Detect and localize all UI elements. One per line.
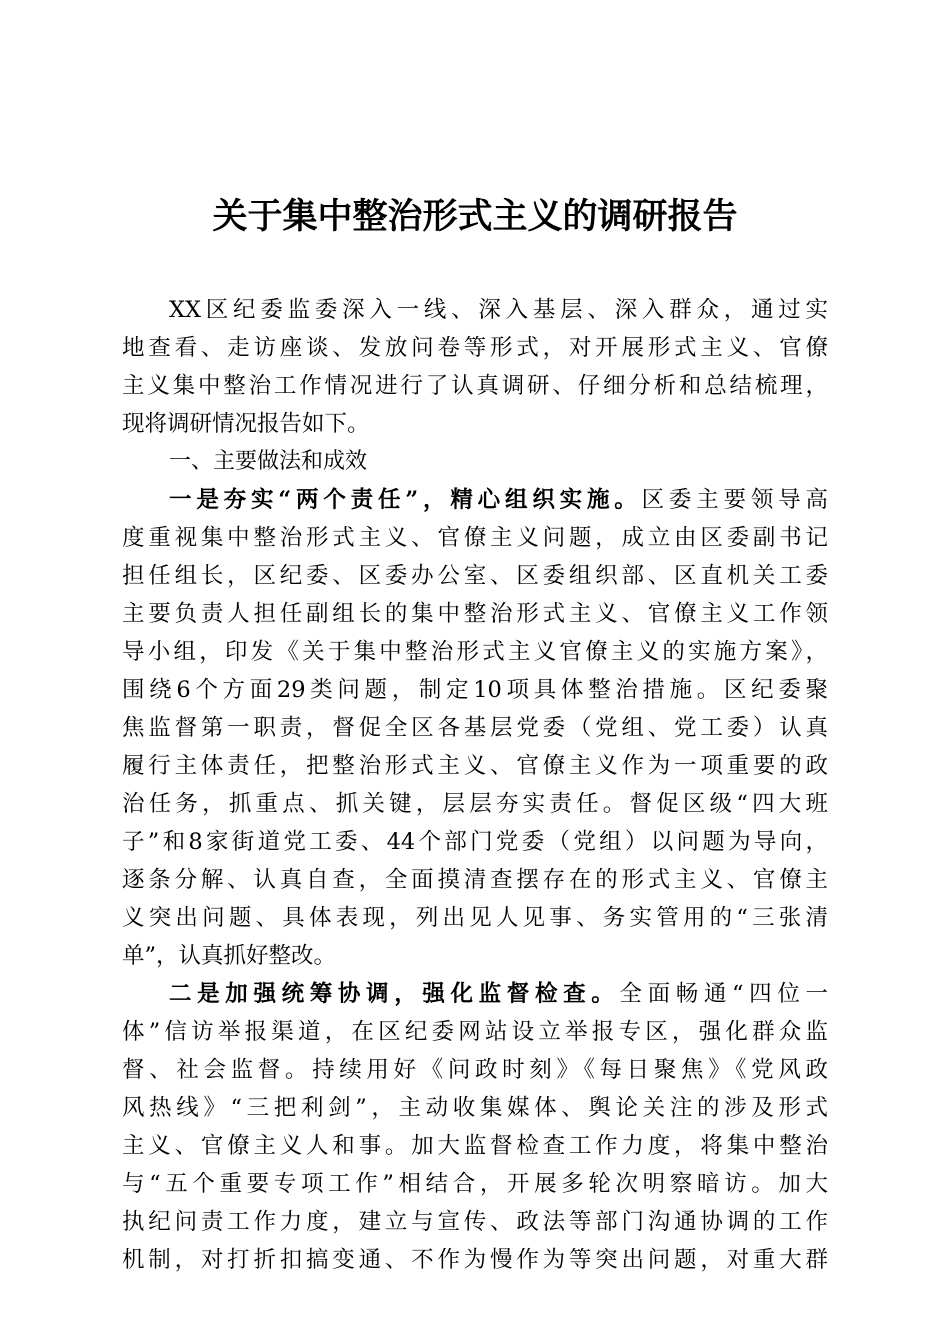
paragraph2-lead: 二是加强统筹协调，强化监督检查。 bbox=[169, 981, 620, 1007]
paragraph2-line: 机制，对打折扣搞变通、不作为慢作为等突出问题，对重大群 bbox=[122, 1247, 828, 1273]
paragraph1-line: 逐条分解、认真自查，全面摸清查摆存在的形式主义、官僚主 bbox=[122, 867, 828, 893]
intro-line-2: 地查看、走访座谈、发放问卷等形式，对开展形式主义、官僚 bbox=[122, 335, 828, 361]
paragraph2-first-rest: 全面畅通“四位一 bbox=[619, 981, 828, 1007]
document-body bbox=[122, 291, 828, 1279]
paragraph1-line: 单”，认真抓好整改。 bbox=[122, 943, 337, 969]
paragraph1-first-rest: 区委主要领导高 bbox=[641, 487, 828, 513]
paragraph1-line: 导小组，印发《关于集中整治形式主义官僚主义的实施方案》， bbox=[122, 639, 828, 665]
paragraph1-lead: 一是夯实“两个责任”，精心组织实施。 bbox=[169, 487, 642, 513]
paragraph1-line: 围绕6个方面29类问题，制定10项具体整治措施。区纪委聚 bbox=[122, 677, 828, 703]
paragraph1-line: 主要负责人担任副组长的集中整治形式主义、官僚主义工作领 bbox=[122, 601, 828, 627]
paragraph2-line: 督、社会监督。持续用好《问政时刻》《每日聚焦》《党风政 bbox=[122, 1057, 828, 1083]
paragraph2-line: 主义、官僚主义人和事。加大监督检查工作力度，将集中整治 bbox=[122, 1133, 828, 1159]
intro-line-4: 现将调研情况报告如下。 bbox=[122, 411, 370, 437]
paragraph1-line: 担任组长，区纪委、区委办公室、区委组织部、区直机关工委 bbox=[122, 563, 828, 589]
paragraph1-line: 治任务，抓重点、抓关键，层层夯实责任。督促区级“四大班 bbox=[122, 791, 828, 817]
section-heading: 一、主要做法和成效 bbox=[169, 449, 368, 474]
paragraph1-line: 履行主体责任，把整治形式主义、官僚主义作为一项重要的政 bbox=[122, 753, 828, 779]
paragraph1-line: 义突出问题、具体表现，列出见人见事、务实管用的“三张清 bbox=[122, 905, 828, 931]
paragraph2-first-line bbox=[122, 975, 828, 1013]
paragraph1-line: 焦监督第一职责，督促全区各基层党委（党组、党工委）认真 bbox=[122, 715, 828, 741]
paragraph1-first-line bbox=[122, 481, 828, 519]
paragraph1-line: 度重视集中整治形式主义、官僚主义问题，成立由区委副书记 bbox=[122, 525, 828, 551]
paragraph2-line: 与“五个重要专项工作”相结合，开展多轮次明察暗访。加大 bbox=[122, 1171, 828, 1197]
document-title: 关于集中整治形式主义的调研报告 bbox=[212, 196, 738, 237]
paragraph2-line: 风热线》“三把利剑”，主动收集媒体、舆论关注的涉及形式 bbox=[122, 1095, 828, 1121]
paragraph2-line: 执纪问责工作力度，建立与宣传、政法等部门沟通协调的工作 bbox=[122, 1209, 828, 1235]
paragraph2-line: 体”信访举报渠道，在区纪委网站设立举报专区，强化群众监 bbox=[122, 1019, 828, 1045]
paragraph1-line: 子”和8家街道党工委、44个部门党委（党组）以问题为导向， bbox=[122, 829, 828, 855]
intro-line-1: XX区纪委监委深入一线、深入基层、深入群众，通过实 bbox=[169, 297, 828, 323]
intro-line-3: 主义集中整治工作情况进行了认真调研、仔细分析和总结梳理， bbox=[122, 373, 828, 399]
